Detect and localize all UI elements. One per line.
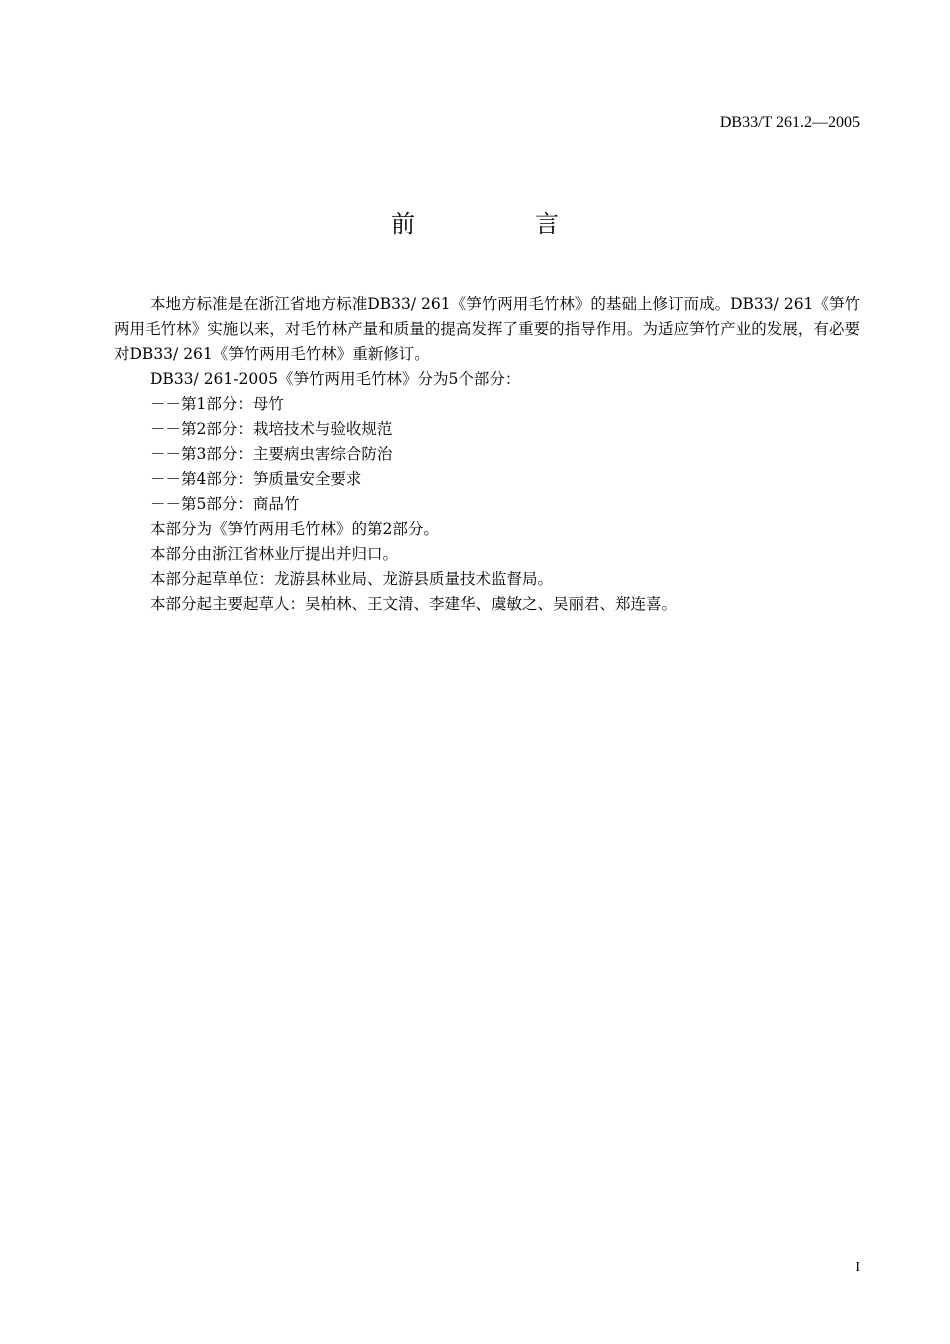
part-item: －－第2部分：栽培技术与验收规范 bbox=[150, 420, 393, 438]
part-item: －－第4部分：笋质量安全要求 bbox=[150, 470, 362, 488]
foreword-body bbox=[114, 292, 860, 617]
note-line: 本部分起主要起草人：吴柏林、王文清、李建华、虞敏之、吴丽君、郑连喜。 bbox=[150, 595, 678, 613]
note-line: 本部分为《笋竹两用毛竹林》的第2部分。 bbox=[150, 520, 439, 538]
foreword-title: 前 言 bbox=[391, 210, 607, 238]
page-number: I bbox=[855, 1260, 860, 1275]
part-item: －－第1部分：母竹 bbox=[150, 395, 284, 413]
intro-paragraph: 本地方标准是在浙江省地方标准DB33/ 261《笋竹两用毛竹林》的基础上修订而成。DB33/ 261《笋竹两用毛竹林》实施以来，对毛竹林产量和质量的提高发挥了重要的指导作用。为适应笋竹产业的发展，有必要对DB33/ 261《笋竹两用毛竹林》重新修订。 bbox=[114, 295, 860, 363]
note-line: 本部分起草单位：龙游县林业局、龙游县质量技术监督局。 bbox=[150, 570, 554, 588]
part-item: －－第3部分：主要病虫害综合防治 bbox=[150, 445, 393, 463]
parts-intro: DB33/ 261-2005《笋竹两用毛竹林》分为5个部分： bbox=[150, 370, 521, 388]
document-code: DB33/T 261.2—2005 bbox=[719, 114, 860, 131]
note-line: 本部分由浙江省林业厅提出并归口。 bbox=[150, 545, 399, 563]
part-item: －－第5部分：商品竹 bbox=[150, 495, 300, 513]
